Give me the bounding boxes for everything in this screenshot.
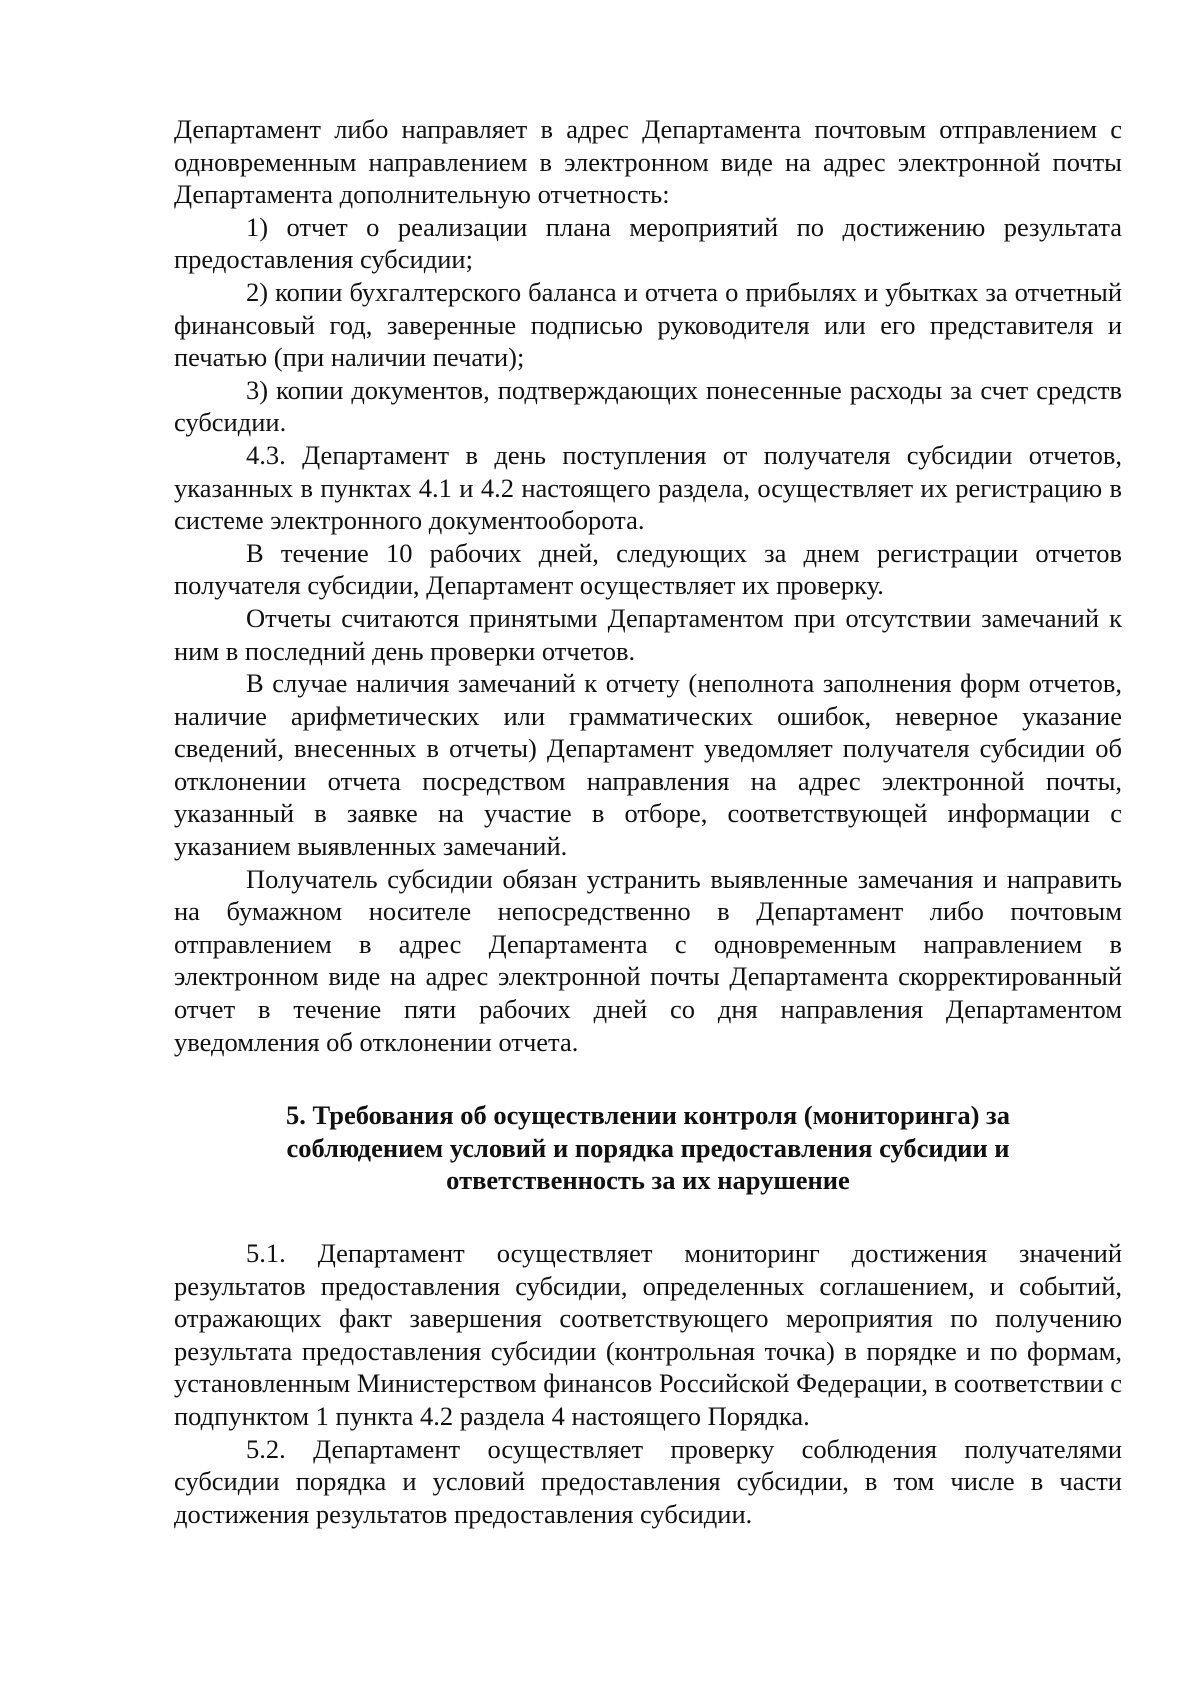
paragraph-4-3: 4.3. Департамент в день поступления от получателя субсидии отчетов, указанных в пунктах 4.1 и 4.2 настоящего раздела, осуществляет их регистрацию в системе электронного документооборота.	[174, 439, 1122, 536]
paragraph-review-period: В течение 10 рабочих дней, следующих за днем регистрации отчетов получателя субсидии, Департамент осуществляет их проверку.	[174, 537, 1122, 601]
paragraph-item-3: 3) копии документов, подтверждающих понесенные расходы за счет средств субсидии.	[174, 374, 1122, 438]
paragraph-continuation: Департамент либо направляет в адрес Департамента почтовым отправлением с одновременным направлением в электронном виде на адрес электронной почты Департамента дополнительную отчетность:	[174, 114, 1122, 210]
paragraph-5-2: 5.2. Департамент осуществляет проверку соблюдения получателями субсидии порядка и условий предоставления субсидии, в том числе в части достижения результатов предоставления субсидии.	[174, 1433, 1122, 1529]
section-heading-line-1: 5. Требования об осуществлении контроля (мониторинга) за	[286, 1100, 1010, 1131]
paragraph-corrections: Получатель субсидии обязан устранить выявленные замечания и направить на бумажном носителе непосредственно в Департамент либо почтовым отправлением в адрес Департамента с одновременным направлением в электронном виде на адрес электронной почты Департамента скорректированный отчет в течение пяти рабочих дней со дня направления Департаментом уведомления об отклонении отчета.	[174, 863, 1122, 1057]
section-5-heading	[174, 1099, 1122, 1197]
section-heading-line-3: ответственность за их нарушение	[446, 1165, 850, 1196]
paragraph-5-1: 5.1. Департамент осуществляет мониторинг достижения значений результатов предоставления субсидии, определенных соглашением, и событий, отражающих факт завершения соответствующего мероприятия по получению результата предоставления субсидии (контрольная точка) в порядке и по формам, установленным Министерством финансов Российской Федерации, в соответствии с подпунктом 1 пункта 4.2 раздела 4 настоящего Порядка.	[174, 1238, 1122, 1431]
document-page	[174, 113, 1122, 1530]
paragraph-item-2: 2) копии бухгалтерского баланса и отчета о прибылях и убытках за отчетный финансовый год, заверенные подписью руководителя или его представителя и печатью (при наличии печати);	[174, 276, 1122, 373]
section-heading-line-2: соблюдением условий и порядка предоставления субсидии и	[286, 1132, 1010, 1163]
paragraph-item-1: 1) отчет о реализации плана мероприятий по достижению результата предоставления субсидии;	[174, 211, 1122, 275]
paragraph-remarks: В случае наличия замечаний к отчету (неполнота заполнения форм отчетов, наличие арифметических или грамматических ошибок, неверное указание сведений, внесенных в отчеты) Департамент уведомляет получателя субсидии об отклонении отчета посредством направления на адрес электронной почты, указанный в заявке на участие в отборе, соответствующей информации с указанием выявленных замечаний.	[174, 668, 1122, 862]
paragraph-reports-accepted: Отчеты считаются принятыми Департаментом при отсутствии замечаний к ним в последний день проверки отчетов.	[174, 602, 1122, 666]
